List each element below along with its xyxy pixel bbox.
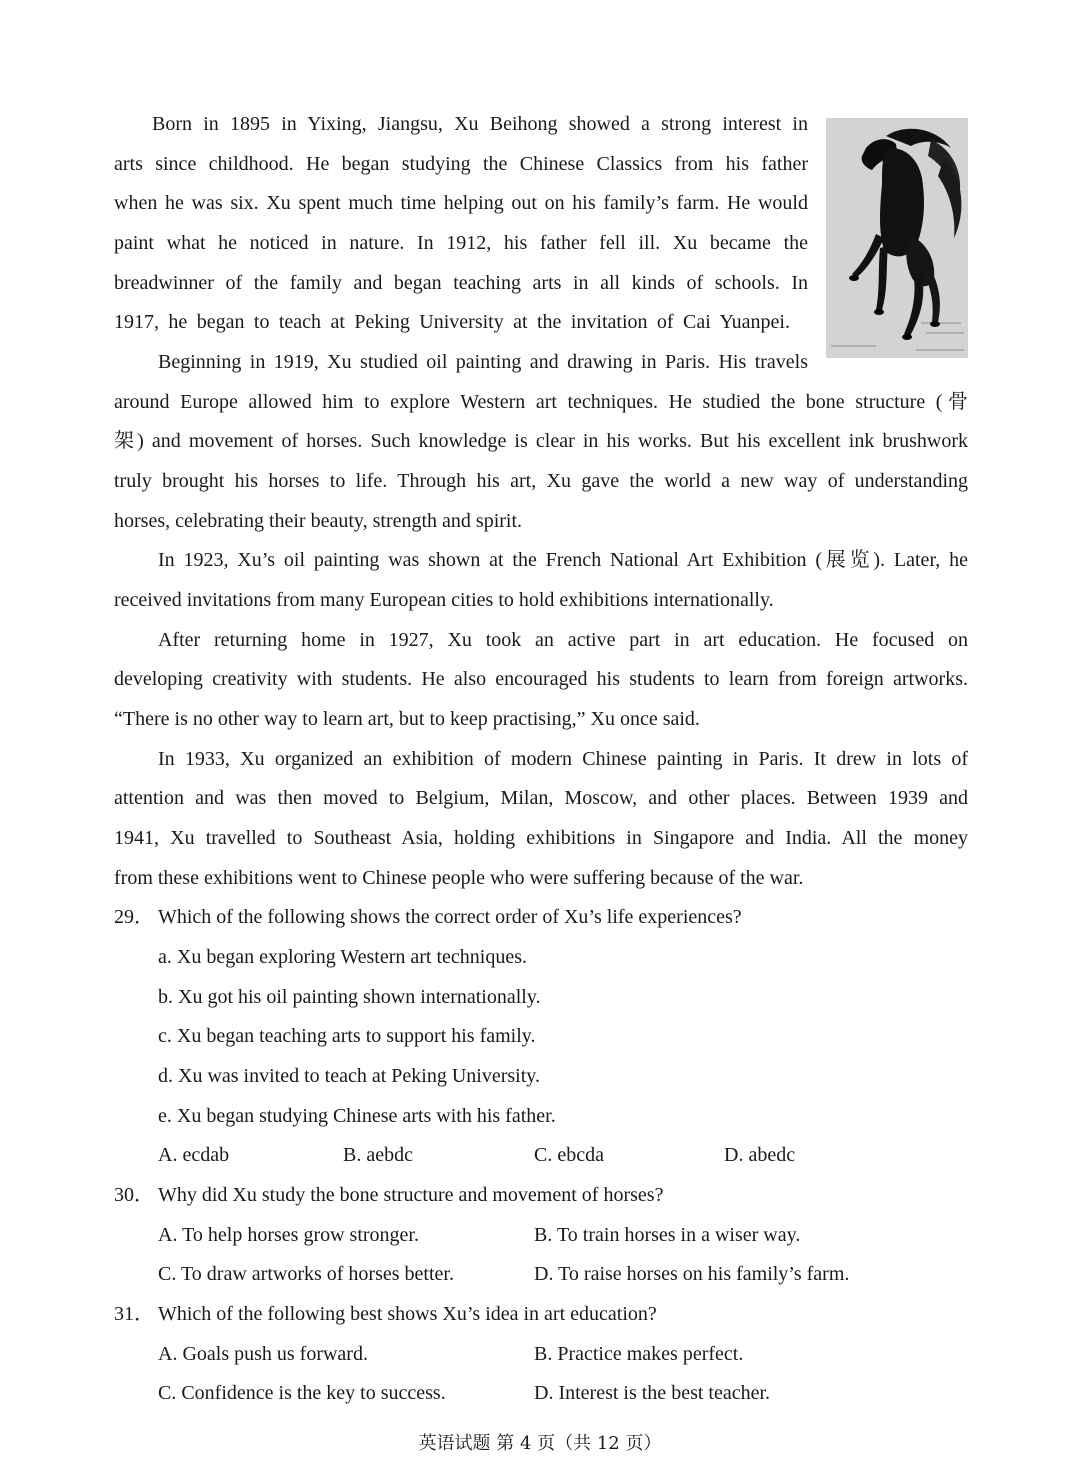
passage-line: from these exhibitions went to Chinese people who were suffering because of the war.: [114, 867, 804, 889]
passage-line: horses, celebrating their beauty, strength and spirit.: [114, 510, 523, 532]
horse-painting-image: [826, 118, 968, 358]
passage-line: around Europe allowed him to explore Western art techniques. He studied the bone structure (骨: [114, 391, 968, 413]
question-item: e. Xu began studying Chinese arts with his father.: [158, 1105, 556, 1127]
answer-option[interactable]: B. Practice makes perfect.: [534, 1343, 744, 1365]
passage-line: After returning home in 1927, Xu took an active part in art education. He focused on: [158, 629, 968, 651]
question-number: 29．: [114, 906, 154, 928]
passage-line: developing creativity with students. He also encouraged his students to learn from foreign artworks.: [114, 668, 968, 690]
passage-line: truly brought his horses to life. Through his art, Xu gave the world a new way of understanding: [114, 470, 968, 492]
question-item: b. Xu got his oil painting shown internationally.: [158, 986, 541, 1008]
passage-line: attention and was then moved to Belgium, Milan, Moscow, and other places. Between 1939 and: [114, 787, 968, 809]
passage-line: Beginning in 1919, Xu studied oil painting and drawing in Paris. His travels: [158, 351, 808, 373]
answer-option[interactable]: B. aebdc: [343, 1144, 413, 1166]
passage-line: In 1933, Xu organized an exhibition of modern Chinese painting in Paris. It drew in lots of: [158, 748, 968, 770]
passage-line: 架) and movement of horses. Such knowledge is clear in his works. But his excellent ink brushwork: [114, 430, 968, 452]
answer-option[interactable]: D. abedc: [724, 1144, 796, 1166]
answer-option[interactable]: D. Interest is the best teacher.: [534, 1382, 771, 1404]
question-text: Which of the following shows the correct order of Xu’s life experiences?: [158, 906, 742, 928]
question-text: Which of the following best shows Xu’s idea in art education?: [158, 1303, 657, 1325]
passage-line: when he was six. Xu spent much time helping out on his family’s farm. He would: [114, 192, 808, 214]
question-number: 30．: [114, 1184, 154, 1206]
passage-line: “There is no other way to learn art, but to keep practising,” Xu once said.: [114, 708, 700, 730]
horse-icon: [826, 118, 968, 358]
answer-option[interactable]: B. To train horses in a wiser way.: [534, 1224, 801, 1246]
answer-option[interactable]: C. To draw artworks of horses better.: [158, 1263, 454, 1285]
passage-line: received invitations from many European cities to hold exhibitions internationally.: [114, 589, 774, 611]
answer-option[interactable]: A. Goals push us forward.: [158, 1343, 368, 1365]
question-number: 31．: [114, 1303, 154, 1325]
passage-line: 1917, he began to teach at Peking University at the invitation of Cai Yuanpei.: [114, 311, 790, 333]
question-item: c. Xu began teaching arts to support his family.: [158, 1025, 536, 1047]
passage-line: 1941, Xu travelled to Southeast Asia, holding exhibitions in Singapore and India. All the money: [114, 827, 968, 849]
answer-option[interactable]: A. ecdab: [158, 1144, 230, 1166]
answer-option[interactable]: C. Confidence is the key to success.: [158, 1382, 446, 1404]
passage-line: arts since childhood. He began studying the Chinese Classics from his father: [114, 153, 808, 175]
answer-option[interactable]: C. ebcda: [534, 1144, 604, 1166]
passage-line: In 1923, Xu’s oil painting was shown at the French National Art Exhibition (展览). Later, he: [158, 549, 968, 571]
answer-option[interactable]: D. To raise horses on his family’s farm.: [534, 1263, 850, 1285]
passage-line: Born in 1895 in Yixing, Jiangsu, Xu Beihong showed a strong interest in: [152, 113, 808, 135]
answer-option[interactable]: A. To help horses grow stronger.: [158, 1224, 419, 1246]
passage-line: breadwinner of the family and began teaching arts in all kinds of schools. In: [114, 272, 808, 294]
passage-line: paint what he noticed in nature. In 1912, his father fell ill. Xu became the: [114, 232, 808, 254]
question-text: Why did Xu study the bone structure and movement of horses?: [158, 1184, 664, 1206]
question-item: a. Xu began exploring Western art techniques.: [158, 946, 528, 968]
page-footer: 英语试题 第 4 页（共 12 页）: [418, 1433, 662, 1454]
question-item: d. Xu was invited to teach at Peking University.: [158, 1065, 540, 1087]
